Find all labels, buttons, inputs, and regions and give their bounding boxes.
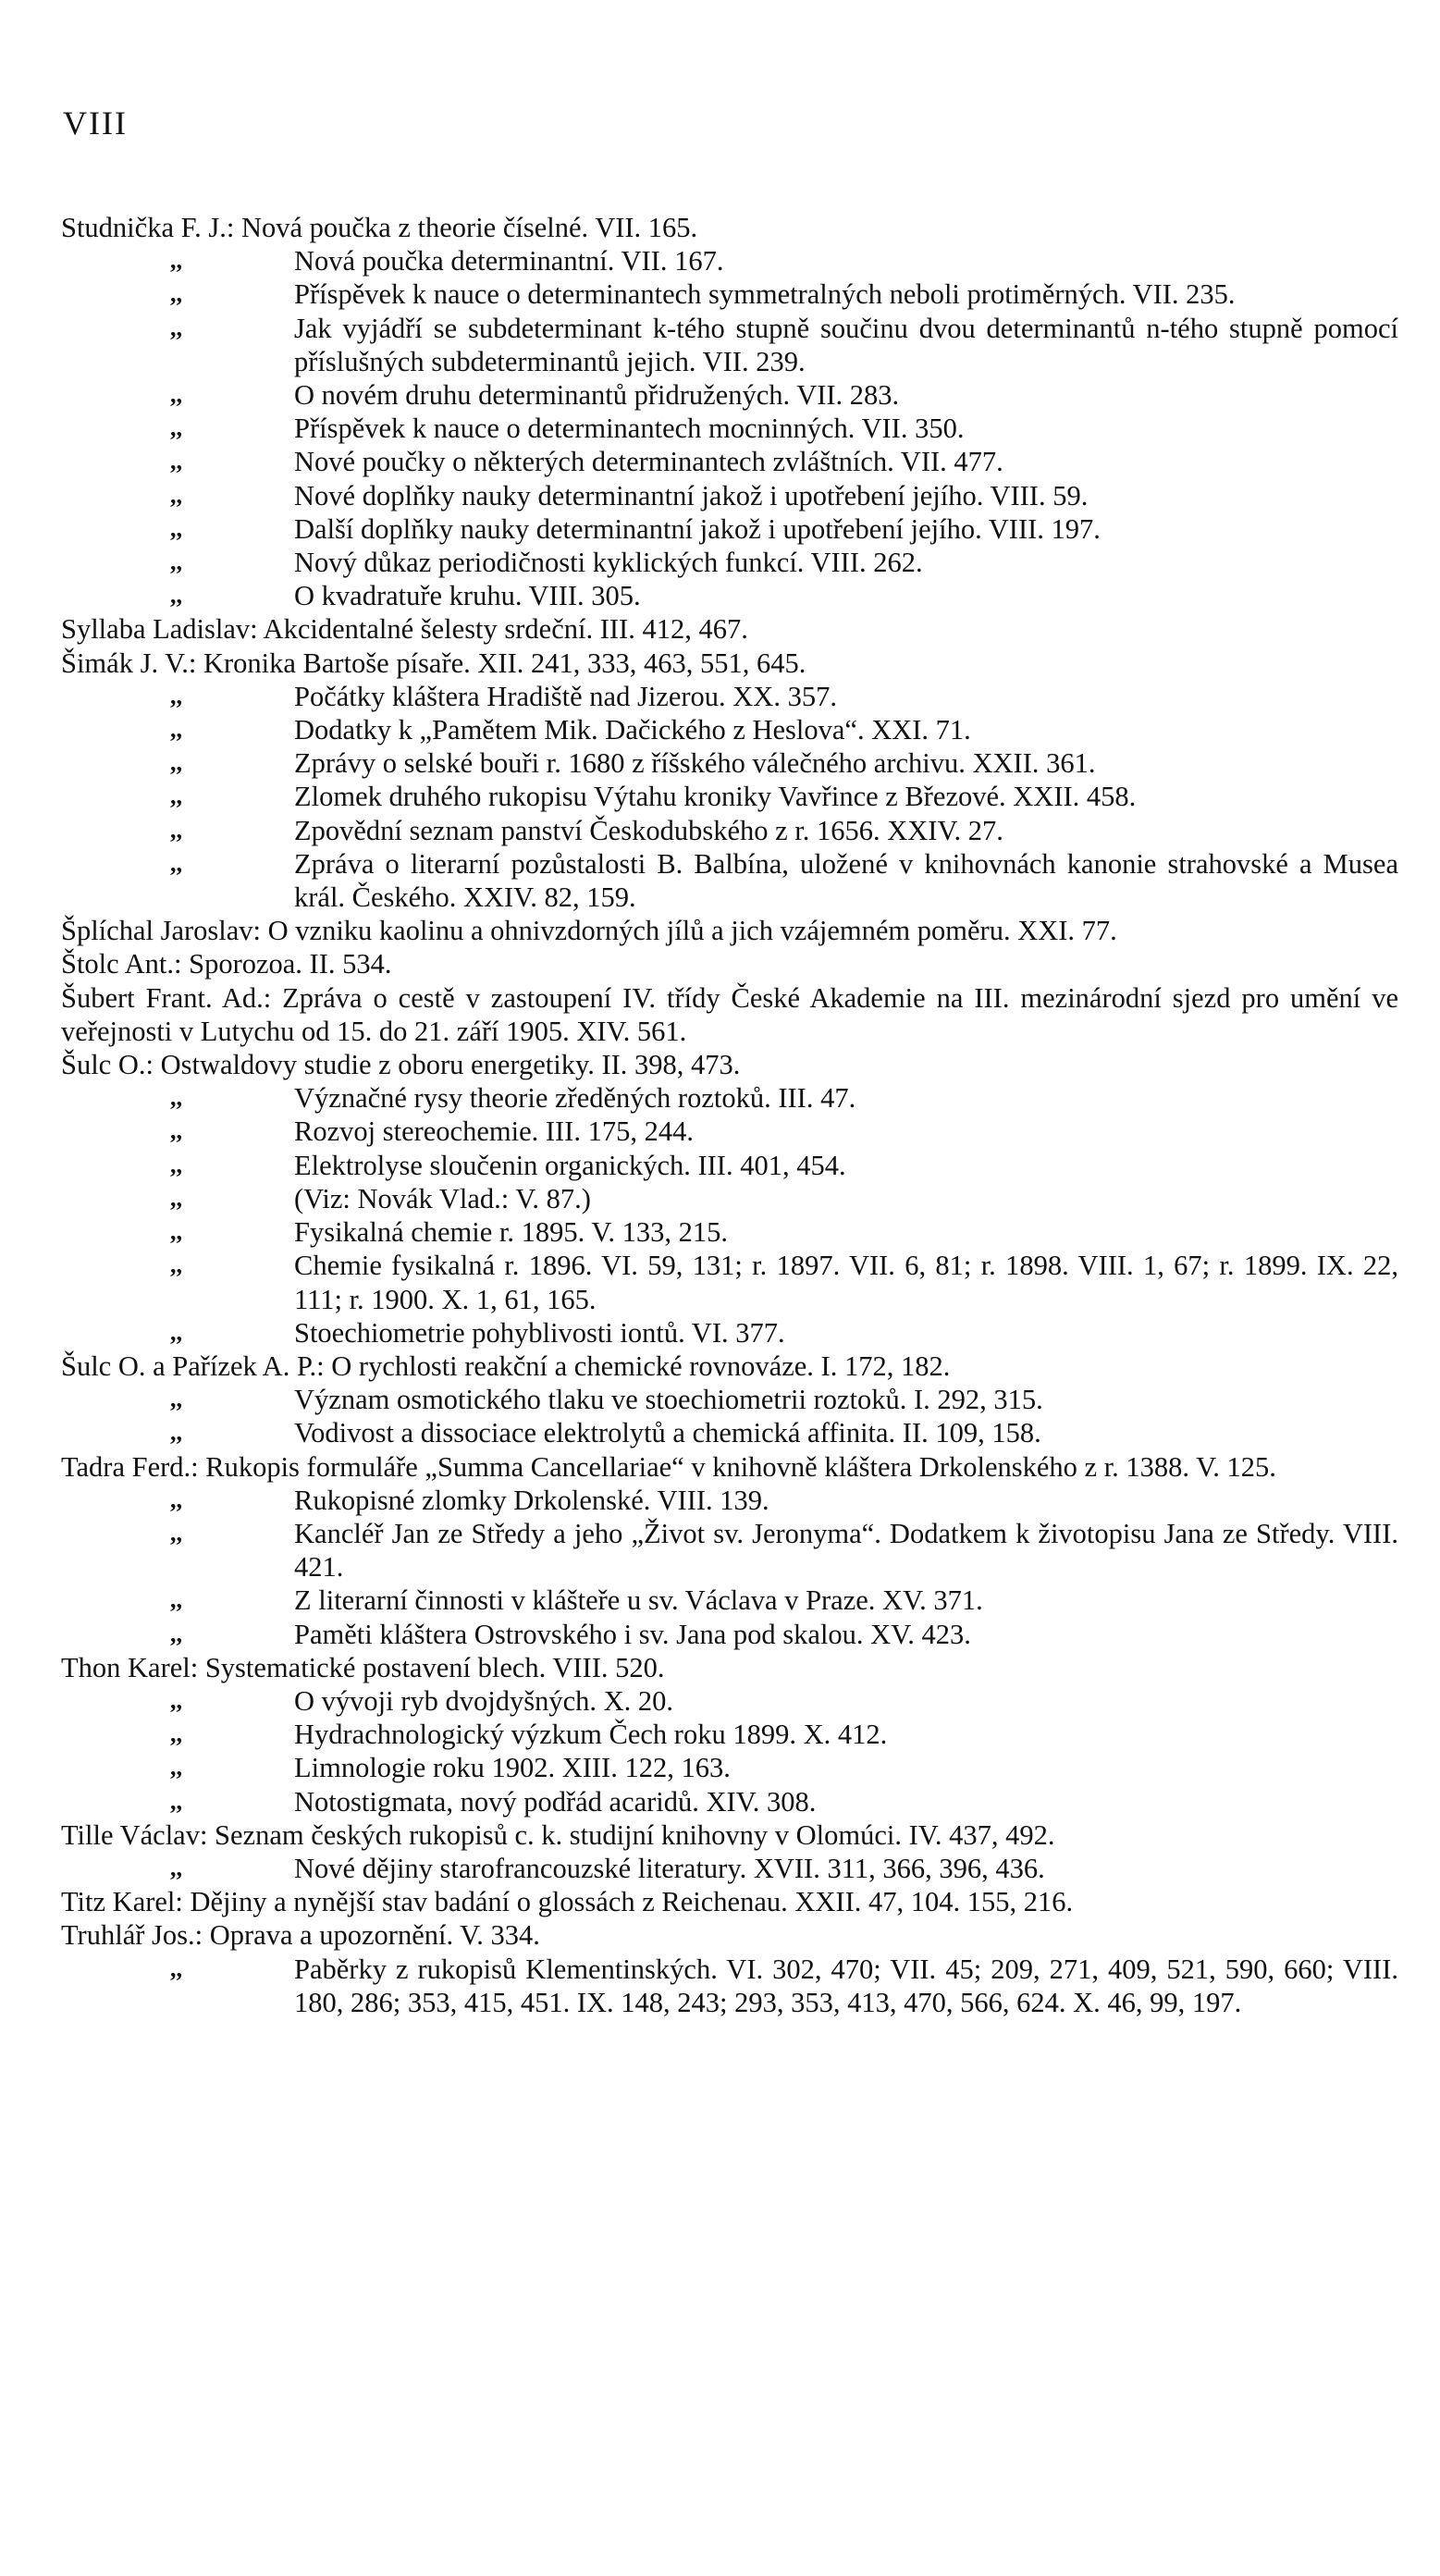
entry-text: Stoechiometrie pohyblivosti iontů. VI. 377. bbox=[294, 1316, 785, 1349]
sub-entry bbox=[61, 1081, 1398, 1115]
entry-text: Kancléř Jan ze Středy a jeho „Život sv. Jeronyma“. Dodatkem k životopisu Jana ze Středy. VIII. 421. bbox=[294, 1517, 1398, 1584]
sub-entry bbox=[61, 1182, 1398, 1215]
ditto-mark: ,, bbox=[170, 849, 182, 877]
entry-text: Paběrky z rukopisů Klementinských. VI. 302, 470; VII. 45; 209, 271, 409, 521, 590, 660; VIII. 180, 286; 353, 415, 451. IX. 148, 243; 293, 353, 413, 470, 566, 624. X. 46, 99, 197. bbox=[294, 1953, 1398, 2018]
author-entry bbox=[61, 1918, 1398, 1952]
sub-entry bbox=[61, 1618, 1398, 1651]
sub-entry bbox=[61, 1751, 1398, 1784]
ditto-mark: ,, bbox=[170, 514, 182, 542]
author-entry bbox=[61, 1450, 1398, 1484]
ditto-mark: ,, bbox=[170, 816, 182, 844]
entry-text: (Viz: Novák Vlad.: V. 87.) bbox=[294, 1182, 591, 1214]
author-entry bbox=[61, 1048, 1398, 1081]
entry-text: Jak vyjádří se subdeterminant k-tého stupně součinu dvou determinantů n-tého stupně pomocí příslušných subdeterminantů jejich. VII. 239. bbox=[294, 312, 1398, 377]
ditto-mark: ,, bbox=[170, 1787, 182, 1815]
ditto-mark: ,, bbox=[170, 1151, 182, 1178]
entry-text: Nové dějiny starofrancouzské literatury. XVII. 311, 366, 396, 436. bbox=[294, 1852, 1045, 1884]
entry-text: O vývoji ryb dvojdyšných. X. 20. bbox=[294, 1684, 674, 1717]
ditto-mark: ,, bbox=[170, 1754, 182, 1781]
entry-text: Šulc O.: Ostwaldovy studie z oboru energetiky. II. 398, 473. bbox=[61, 1049, 741, 1081]
page-number: VIII bbox=[63, 105, 128, 142]
sub-entry bbox=[61, 244, 1398, 277]
sub-entry bbox=[61, 746, 1398, 780]
ditto-mark: ,, bbox=[170, 314, 182, 341]
entry-text: Šulc O. a Pařízek A. P.: O rychlosti reakční a chemické rovnováze. I. 172, 182. bbox=[61, 1350, 951, 1382]
entry-text: Zpráva o literarní pozůstalosti B. Balbína, uložené v knihovnách kanonie strahovské a Musea král. Českého. XXIV. 82, 159. bbox=[294, 847, 1398, 914]
sub-entry bbox=[61, 1249, 1398, 1315]
sub-entry bbox=[61, 814, 1398, 847]
entry-text: Vodivost a dissociace elektrolytů a chemická affinita. II. 109, 158. bbox=[294, 1417, 1041, 1449]
sub-entry bbox=[61, 1517, 1398, 1584]
sub-entry bbox=[61, 1684, 1398, 1718]
ditto-mark: ,, bbox=[170, 1419, 182, 1447]
ditto-mark: ,, bbox=[170, 1251, 182, 1279]
index-entries bbox=[61, 211, 1398, 2019]
entry-text: Zprávy o selské bouři r. 1680 z říšského válečného archivu. XXII. 361. bbox=[294, 747, 1096, 780]
ditto-mark: ,, bbox=[170, 1519, 182, 1547]
sub-entry bbox=[61, 780, 1398, 813]
entry-text: Titz Karel: Dějiny a nynější stav badání o glossách z Reichenau. XXII. 47, 104. 155, 216. bbox=[61, 1886, 1074, 1918]
author-entry bbox=[61, 947, 1398, 980]
entry-text: Z literarní činnosti v klášteře u sv. Václava v Praze. XV. 371. bbox=[294, 1584, 983, 1617]
sub-entry bbox=[61, 847, 1398, 914]
ditto-mark: ,, bbox=[170, 1485, 182, 1513]
sub-entry bbox=[61, 713, 1398, 746]
entry-text: Význačné rysy theorie zředěných roztoků. III. 47. bbox=[294, 1082, 856, 1115]
entry-text: Nové poučky o některých determinantech zvláštních. VII. 477. bbox=[294, 446, 1003, 478]
sub-entry bbox=[61, 378, 1398, 412]
entry-text: Thon Karel: Systematické postavení blech. VIII. 520. bbox=[61, 1651, 665, 1683]
entry-text: Význam osmotického tlaku ve stoechiometrii roztoků. I. 292, 315. bbox=[294, 1384, 1043, 1416]
sub-entry bbox=[61, 680, 1398, 713]
entry-text: Notostigmata, nový podřád acaridů. XIV. 308. bbox=[294, 1785, 817, 1818]
ditto-mark: ,, bbox=[170, 247, 182, 275]
ditto-mark: ,, bbox=[170, 1386, 182, 1413]
entry-text: Limnologie roku 1902. XIII. 122, 163. bbox=[294, 1752, 731, 1784]
entry-text: Studnička F. J.: Nová poučka z theorie číselné. VII. 165. bbox=[61, 212, 698, 243]
entry-text: Zpovědní seznam panství Českodubského z r. 1656. XXIV. 27. bbox=[294, 814, 1003, 846]
ditto-mark: ,, bbox=[170, 716, 182, 744]
author-entry bbox=[61, 981, 1398, 1048]
entry-text: Rukopisné zlomky Drkolenské. VIII. 139. bbox=[294, 1484, 769, 1516]
sub-entry bbox=[61, 277, 1398, 311]
ditto-mark: ,, bbox=[170, 1586, 182, 1614]
ditto-mark: ,, bbox=[170, 481, 182, 509]
sub-entry bbox=[61, 1416, 1398, 1449]
author-entry bbox=[61, 647, 1398, 680]
sub-entry bbox=[61, 1215, 1398, 1249]
author-entry bbox=[61, 211, 1398, 244]
author-entry bbox=[61, 1350, 1398, 1383]
ditto-mark: ,, bbox=[170, 548, 182, 576]
author-entry bbox=[61, 1885, 1398, 1918]
ditto-mark: ,, bbox=[170, 1117, 182, 1145]
sub-entry bbox=[61, 1484, 1398, 1517]
ditto-mark: ,, bbox=[170, 414, 182, 442]
entry-text: O kvadratuře kruhu. VIII. 305. bbox=[294, 580, 641, 612]
ditto-mark: ,, bbox=[170, 1720, 182, 1748]
entry-text: Fysikalná chemie r. 1895. V. 133, 215. bbox=[294, 1216, 729, 1249]
sub-entry bbox=[61, 1852, 1398, 1885]
entry-text: Počátky kláštera Hradiště nad Jizerou. XX. 357. bbox=[294, 680, 837, 712]
sub-entry bbox=[61, 1718, 1398, 1751]
ditto-mark: ,, bbox=[170, 1620, 182, 1647]
sub-entry bbox=[61, 1383, 1398, 1416]
entry-text: Příspěvek k nauce o determinantech symmetralných neboli protiměrných. VII. 235. bbox=[294, 278, 1236, 311]
ditto-mark: ,, bbox=[170, 749, 182, 777]
entry-text: Syllaba Ladislav: Akcidentalné šelesty srdeční. III. 412, 467. bbox=[61, 613, 748, 646]
author-entry bbox=[61, 612, 1398, 646]
ditto-mark: ,, bbox=[170, 1218, 182, 1246]
entry-text: Nový důkaz periodičnosti kyklických funkcí. VIII. 262. bbox=[294, 547, 923, 579]
entry-text: Dodatky k „Pamětem Mik. Dačického z Heslova“. XXI. 71. bbox=[294, 714, 971, 746]
entry-text: Elektrolyse sloučenin organických. III. 401, 454. bbox=[294, 1149, 846, 1181]
entry-text: Příspěvek k nauce o determinantech mocninných. VII. 350. bbox=[294, 413, 965, 445]
sub-entry bbox=[61, 412, 1398, 445]
ditto-mark: ,, bbox=[170, 381, 182, 409]
ditto-mark: ,, bbox=[170, 1854, 182, 1881]
entry-text: Šimák J. V.: Kronika Bartoše písaře. XII. 241, 333, 463, 551, 645. bbox=[61, 647, 806, 679]
ditto-mark: ,, bbox=[170, 1318, 182, 1346]
sub-entry bbox=[61, 479, 1398, 512]
entry-text: Zlomek druhého rukopisu Výtahu kroniky Vavřince z Březové. XXII. 458. bbox=[294, 781, 1137, 813]
entry-text: Truhlář Jos.: Oprava a upozornění. V. 334. bbox=[61, 1919, 540, 1952]
ditto-mark: ,, bbox=[170, 448, 182, 475]
entry-text: Štolc Ant.: Sporozoa. II. 534. bbox=[61, 948, 392, 980]
ditto-mark: ,, bbox=[170, 1184, 182, 1212]
sub-entry bbox=[61, 546, 1398, 579]
entry-text: Chemie fysikalná r. 1896. VI. 59, 131; r. 1897. VII. 6, 81; r. 1898. VIII. 1, 67; r. 1899. IX. 22, 111; r. 1900. X. 1, 61, 165. bbox=[294, 1250, 1398, 1315]
ditto-mark: ,, bbox=[170, 783, 182, 810]
sub-entry bbox=[61, 1953, 1398, 2019]
sub-entry bbox=[61, 1584, 1398, 1617]
ditto-mark: ,, bbox=[170, 280, 182, 308]
author-entry bbox=[61, 1818, 1398, 1852]
entry-text: Nová poučka determinantní. VII. 167. bbox=[294, 245, 724, 277]
entry-text: O novém druhu determinantů přidružených. VII. 283. bbox=[294, 379, 900, 412]
ditto-mark: ,, bbox=[170, 1686, 182, 1714]
author-entry bbox=[61, 914, 1398, 947]
sub-entry bbox=[61, 1115, 1398, 1148]
sub-entry bbox=[61, 312, 1398, 378]
entry-text: Rozvoj stereochemie. III. 175, 244. bbox=[294, 1115, 694, 1148]
sub-entry bbox=[61, 579, 1398, 612]
entry-text: Hydrachnologický výzkum Čech roku 1899. X. 412. bbox=[294, 1719, 888, 1751]
ditto-mark: ,, bbox=[170, 682, 182, 709]
author-entry bbox=[61, 1651, 1398, 1684]
sub-entry bbox=[61, 1316, 1398, 1350]
sub-entry bbox=[61, 445, 1398, 478]
entry-text: Paměti kláštera Ostrovského i sv. Jana pod skalou. XV. 423. bbox=[294, 1618, 971, 1650]
entry-text: Šubert Frant. Ad.: Zpráva o cestě v zastoupení IV. třídy České Akademie na III. mezinárodní sjezd pro umění ve veřejnosti v Lutychu od 15. do 21. září 1905. XIV. 561. bbox=[61, 981, 1398, 1047]
ditto-mark: ,, bbox=[170, 1954, 182, 1982]
entry-text: Tadra Ferd.: Rukopis formuláře „Summa Cancellariae“ v knihovně kláštera Drkolenského z r. 1388. V. 125. bbox=[61, 1450, 1276, 1483]
entry-text: Šplíchal Jaroslav: O vzniku kaolinu a ohnivzdorných jílů a jich vzájemném poměru. XXI. 77. bbox=[61, 915, 1117, 947]
entry-text: Další doplňky nauky determinantní jakož i upotřebení jejího. VIII. 197. bbox=[294, 512, 1101, 545]
sub-entry bbox=[61, 1785, 1398, 1818]
sub-entry bbox=[61, 1149, 1398, 1182]
ditto-mark: ,, bbox=[170, 1084, 182, 1112]
ditto-mark: ,, bbox=[170, 582, 182, 610]
entry-text: Nové doplňky nauky determinantní jakož i upotřebení jejího. VIII. 59. bbox=[294, 479, 1089, 512]
sub-entry bbox=[61, 512, 1398, 546]
entry-text: Tille Václav: Seznam českých rukopisů c. k. studijní knihovny v Olomúci. IV. 437, 492. bbox=[61, 1818, 1055, 1851]
